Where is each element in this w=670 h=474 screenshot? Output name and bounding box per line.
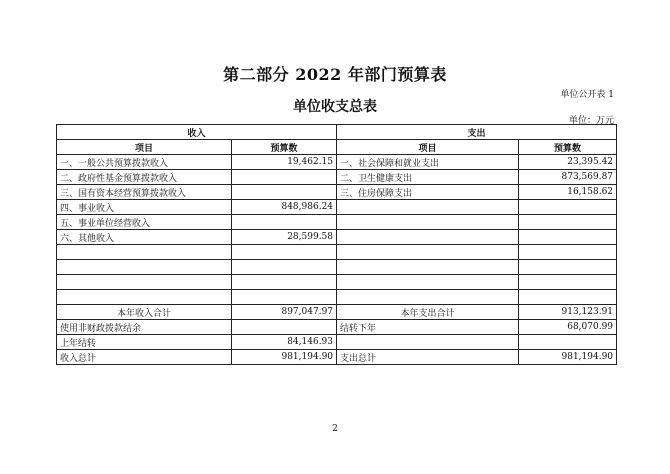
extra-expense-label: 结转下年 <box>337 320 519 335</box>
income-item-cell <box>57 245 232 260</box>
income-total-value: 981,194.90 <box>232 350 337 365</box>
income-item-cell: 六、其他收入 <box>57 230 232 245</box>
income-budget-cell <box>232 275 337 290</box>
income-item-cell <box>57 275 232 290</box>
expense-budget-header: 预算数 <box>519 140 617 155</box>
income-budget-cell <box>232 170 337 185</box>
unit-label: 单位：万元 <box>568 116 614 126</box>
expense-total-label: 支出总计 <box>337 350 519 365</box>
expense-item-cell <box>337 260 519 275</box>
expense-item-cell <box>337 200 519 215</box>
income-subtotal-value: 897,047.97 <box>232 305 337 320</box>
income-budget-cell <box>232 245 337 260</box>
table-row <box>57 170 617 185</box>
expense-budget-cell <box>519 290 617 305</box>
income-item-cell: 五、事业单位经营收入 <box>57 215 232 230</box>
expense-subtotal-value: 913,123.91 <box>519 305 617 320</box>
income-budget-cell <box>232 215 337 230</box>
expense-budget-cell <box>519 245 617 260</box>
table-row <box>57 200 617 215</box>
expense-item-cell: 三、住房保障支出 <box>337 185 519 200</box>
extra-expense-label <box>337 335 519 350</box>
extra-income-label: 上年结转 <box>57 335 232 350</box>
income-total-label: 收入总计 <box>57 350 232 365</box>
subtotal-row <box>57 305 617 320</box>
expense-item-cell <box>337 290 519 305</box>
table-row <box>57 260 617 275</box>
extra-income-value <box>232 320 337 335</box>
income-budget-cell <box>232 185 337 200</box>
expense-budget-cell <box>519 260 617 275</box>
income-item-cell: 二、政府性基金预算拨款收入 <box>57 170 232 185</box>
extra-income-label: 使用非财政拨款结余 <box>57 320 232 335</box>
table-body <box>57 155 617 305</box>
table-row <box>57 215 617 230</box>
expense-budget-cell <box>519 230 617 245</box>
expense-budget-cell: 23,395.42 <box>519 155 617 170</box>
page-title: 第二部分 2022 年部门预算表 <box>223 65 447 84</box>
expense-budget-cell: 873,569.87 <box>519 170 617 185</box>
income-item-cell: 一、一般公共预算拨款收入 <box>57 155 232 170</box>
expense-subtotal-label: 本年支出合计 <box>337 305 519 320</box>
column-header-row <box>57 140 617 155</box>
income-budget-cell: 19,462.15 <box>232 155 337 170</box>
expense-item-cell: 一、社会保障和就业支出 <box>337 155 519 170</box>
table-row <box>57 290 617 305</box>
expense-total-value: 981,194.90 <box>519 350 617 365</box>
table-number: 单位公开表 1 <box>560 90 614 100</box>
expense-header: 支出 <box>337 125 617 140</box>
extra-expense-value <box>519 335 617 350</box>
income-budget-cell: 848,986.24 <box>232 200 337 215</box>
budget-table <box>56 124 617 365</box>
income-subtotal-label: 本年收入合计 <box>57 305 232 320</box>
expense-budget-cell <box>519 200 617 215</box>
expense-budget-cell <box>519 215 617 230</box>
page-number: 2 <box>332 424 338 434</box>
income-item-cell: 四、事业收入 <box>57 200 232 215</box>
extra-row <box>57 335 617 350</box>
income-header: 收入 <box>57 125 337 140</box>
income-item-cell <box>57 290 232 305</box>
income-budget-header: 预算数 <box>232 140 337 155</box>
expense-item-cell: 二、卫生健康支出 <box>337 170 519 185</box>
table-title: 单位收支总表 <box>293 99 377 115</box>
table-row <box>57 155 617 170</box>
section-header-row <box>57 125 617 140</box>
extra-row <box>57 320 617 335</box>
table-row <box>57 185 617 200</box>
extra-income-value: 84,146.93 <box>232 335 337 350</box>
income-item-header: 项目 <box>57 140 232 155</box>
expense-item-header: 项目 <box>337 140 519 155</box>
income-budget-cell <box>232 290 337 305</box>
expense-item-cell <box>337 215 519 230</box>
expense-budget-cell: 16,158.62 <box>519 185 617 200</box>
expense-item-cell <box>337 245 519 260</box>
income-budget-cell: 28,599.58 <box>232 230 337 245</box>
table-row <box>57 230 617 245</box>
expense-item-cell <box>337 275 519 290</box>
income-item-cell <box>57 260 232 275</box>
income-budget-cell <box>232 260 337 275</box>
income-item-cell: 三、国有资本经营预算拨款收入 <box>57 185 232 200</box>
extra-expense-value: 68,070.99 <box>519 320 617 335</box>
expense-item-cell <box>337 230 519 245</box>
expense-budget-cell <box>519 275 617 290</box>
table-row <box>57 275 617 290</box>
total-row <box>57 350 617 365</box>
table-row <box>57 245 617 260</box>
